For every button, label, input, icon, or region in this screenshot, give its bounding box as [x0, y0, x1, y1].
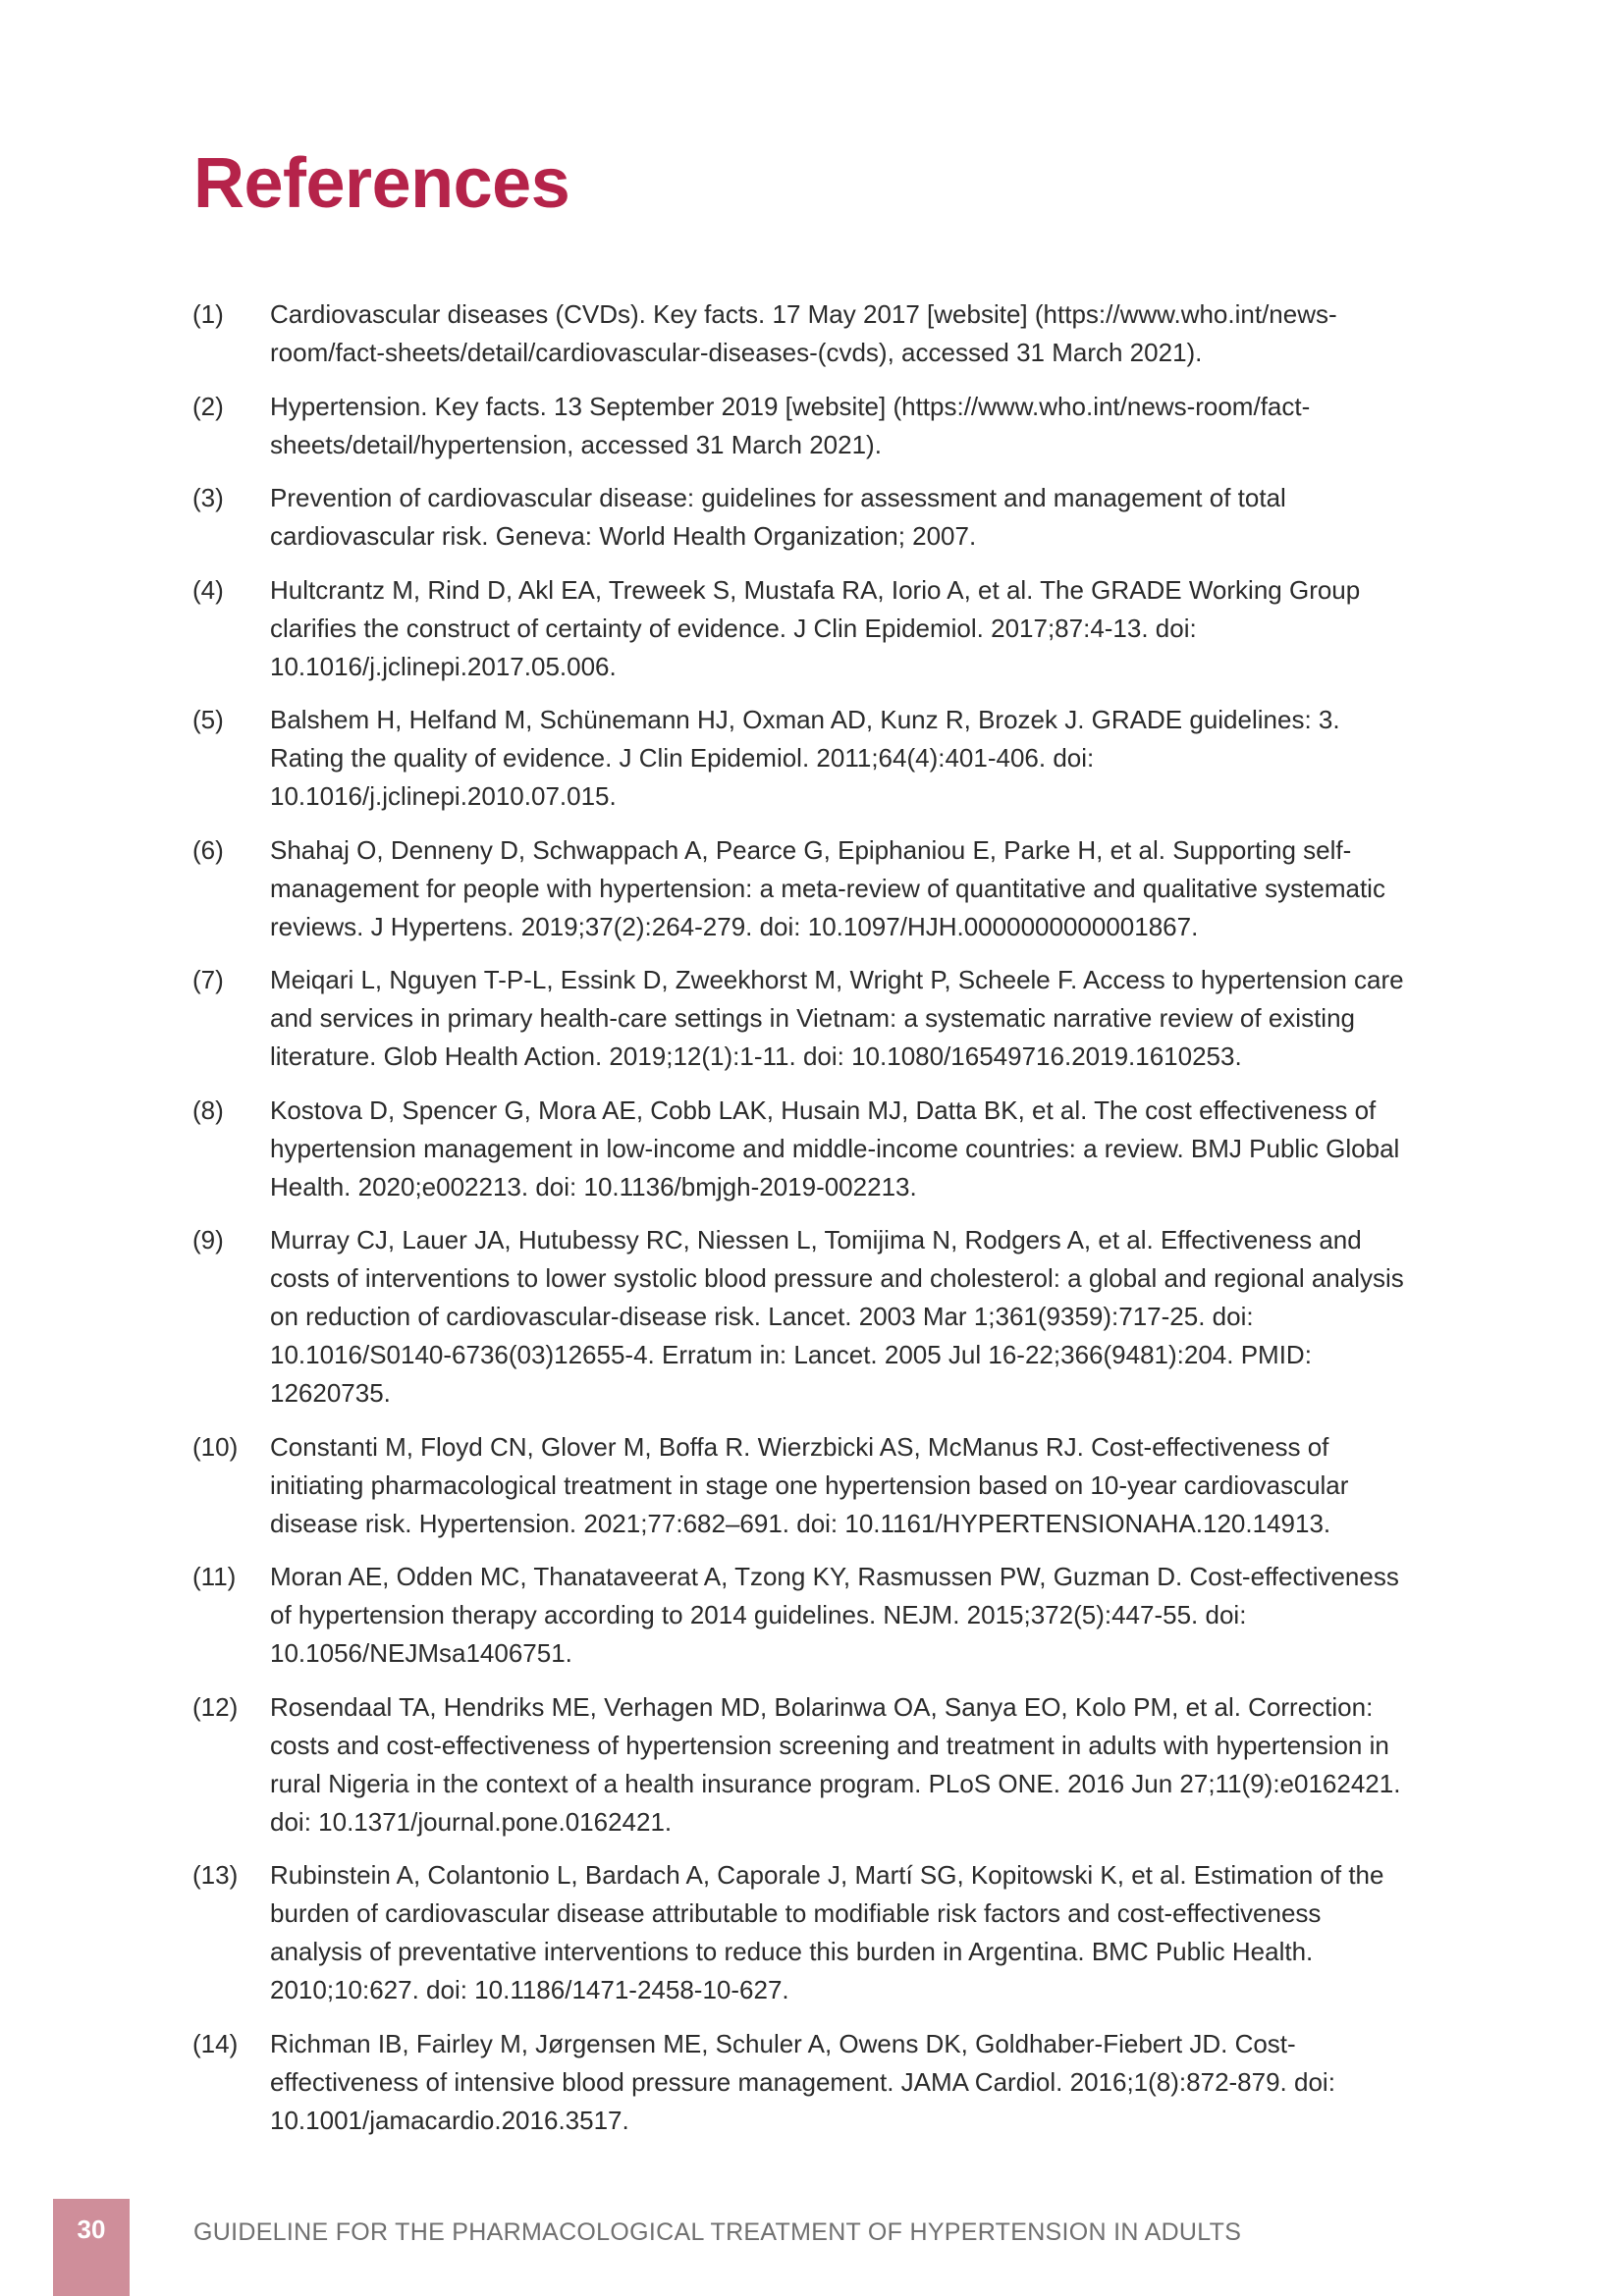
reference-text: Shahaj O, Denneny D, Schwappach A, Pearce G, Epiphaniou E, Parke H, et al. Supporting self-management for people with hypertension: a meta-review of quantitative and qualitative systematic reviews. J Hypertens. 2019;37(2):264-279. doi: 10.1097/HJH.0000000000001867. [270, 834, 1385, 941]
reference-number: (5) [192, 705, 224, 734]
reference-text: Rosendaal TA, Hendriks ME, Verhagen MD, Bolarinwa OA, Sanya EO, Kolo PM, et al. Correction: costs and cost-effectiveness of hypertension screening and treatment in adults with hypertension in rural Nigeria in the context of a health insurance program. PLoS ONE. 2016 Jun 27;11(9):e0162421. doi: 10.1371/journal.pone.0162421. [270, 1691, 1401, 1837]
reference-text: Prevention of cardiovascular disease: guidelines for assessment and management of total cardiovascular risk. Geneva: World Health Organization; 2007. [270, 483, 1286, 551]
reference-number: (13) [192, 1860, 239, 1890]
reference-number: (11) [192, 1562, 237, 1591]
reference-text: Murray CJ, Lauer JA, Hutubessy RC, Niessen L, Tomijima N, Rodgers A, et al. Effectiveness and costs of interventions to lower systolic blood pressure and cholesterol: a global and regional analysis on reduction of cardiovascular-disease risk. Lancet. 2003 Mar 1;361(9359):717-25. doi: 10.1016/S0140-6736(03)12655-4. Erratum in: Lancet. 2005 Jul 16-22;366(9481):204. PMID: 12620735. [270, 1225, 1404, 1408]
page-number-tab [53, 2199, 130, 2296]
reference-item [192, 2025, 1420, 2140]
reference-item [192, 1428, 1420, 1543]
reference-item [192, 571, 1420, 686]
reference-number: (4) [192, 574, 224, 605]
page-number: 30 [77, 2215, 106, 2244]
reference-text: Balshem H, Helfand M, Schünemann HJ, Oxman AD, Kunz R, Brozek J. GRADE guidelines: 3. Rating the quality of evidence. J Clin Epidemiol. 2011;64(4):401-406. doi: 10.1016/j.jclinepi.2010.07.015. [270, 705, 1340, 811]
reference-text: Hypertension. Key facts. 13 September 2019 [website] (https://www.who.int/news-room/fact-sheets/detail/hypertension, accessed 31 March 2021). [270, 391, 1311, 459]
reference-text: Richman IB, Fairley M, Jørgensen ME, Schuler A, Owens DK, Goldhaber-Fiebert JD. Cost-effectiveness of intensive blood pressure management. JAMA Cardiol. 2016;1(8):872-879. doi: 10.1001/jamacardio.2016.3517. [270, 2028, 1335, 2135]
page-title: References [193, 144, 570, 223]
reference-number: (2) [192, 391, 224, 421]
reference-item [192, 961, 1420, 1076]
reference-text: Kostova D, Spencer G, Mora AE, Cobb LAK, Husain MJ, Datta BK, et al. The cost effectiveness of hypertension management in low-income and middle-income countries: a review. BMJ Public Global Health. 2020;e002213. doi: 10.1136/bmjgh-2019-002213. [270, 1095, 1400, 1201]
reference-number: (7) [192, 965, 224, 994]
reference-item [192, 388, 1420, 464]
reference-number: (6) [192, 834, 224, 865]
reference-text: Cardiovascular diseases (CVDs). Key facts. 17 May 2017 [website] (https://www.who.int/news-room/fact-sheets/detail/cardiovascular-diseases-(cvds), accessed 31 March 2021). [270, 299, 1337, 367]
reference-item [192, 1221, 1420, 1413]
reference-number: (8) [192, 1095, 224, 1125]
reference-number: (3) [192, 483, 224, 512]
reference-number: (1) [192, 299, 224, 329]
reference-item [192, 1092, 1420, 1206]
reference-item [192, 1688, 1420, 1842]
reference-number: (12) [192, 1691, 239, 1722]
running-footer: GUIDELINE FOR THE PHARMACOLOGICAL TREATMENT OF HYPERTENSION IN ADULTS [193, 2218, 1242, 2246]
reference-number: (9) [192, 1225, 224, 1255]
reference-number: (10) [192, 1431, 239, 1462]
reference-item [192, 479, 1420, 556]
reference-text: Hultcrantz M, Rind D, Akl EA, Treweek S, Mustafa RA, Iorio A, et al. The GRADE Working Group clarifies the construct of certainty of evidence. J Clin Epidemiol. 2017;87:4-13. doi: 10.1016/j.jclinepi.2017.05.006. [270, 574, 1361, 681]
reference-number: (14) [192, 2028, 239, 2058]
reference-item [192, 1558, 1420, 1673]
reference-item [192, 295, 1420, 372]
reference-text: Moran AE, Odden MC, Thanataveerat A, Tzong KY, Rasmussen PW, Guzman D. Cost-effectiveness of hypertension therapy according to 2014 guidelines. NEJM. 2015;372(5):447-55. doi: 10.1056/NEJMsa1406751. [270, 1562, 1399, 1668]
reference-list [192, 295, 1420, 2155]
reference-item [192, 1856, 1420, 2009]
reference-item [192, 701, 1420, 816]
reference-item [192, 831, 1420, 946]
reference-text: Meiqari L, Nguyen T-P-L, Essink D, Zweekhorst M, Wright P, Scheele F. Access to hypertension care and services in primary health-care settings in Vietnam: a systematic narrative review of existing literature. Glob Health Action. 2019;12(1):1-11. doi: 10.1080/16549716.2019.1610253. [270, 965, 1404, 1071]
reference-text: Constanti M, Floyd CN, Glover M, Boffa R. Wierzbicki AS, McManus RJ. Cost-effectiveness of initiating pharmacological treatment in stage one hypertension based on 10-year cardiovascular disease risk. Hypertension. 2021;77:682–691. doi: 10.1161/HYPERTENSIONAHA.120.14913. [270, 1431, 1349, 1538]
reference-text: Rubinstein A, Colantonio L, Bardach A, Caporale J, Martí SG, Kopitowski K, et al. Estimation of the burden of cardiovascular disease attributable to modifiable risk factors and cost-effectiveness analysis of preventative interventions to reduce this burden in Argentina. BMC Public Health. 2010;10:627. doi: 10.1186/1471-2458-10-627. [270, 1860, 1384, 2004]
